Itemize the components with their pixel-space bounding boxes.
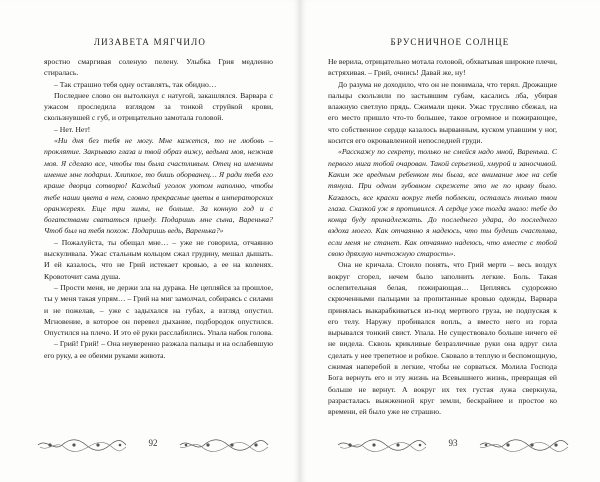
paragraph: – Прости меня, не держи зла на дурака. Не цепляйся за прошлое, ты у меня такая упрям… – Грий на миг замолчал, собираясь с силами и не пожелав, – уже с задыхался на губах, а взгляд опустил. Мгновение, в которое он перевел дыхание, подбородок опустился. Опустился на плечо. И это её руки расслабились. Упала набок голова. xyxy=(44,282,273,338)
paragraph: – Пожалуйста, ты обещал мне… – уже не говорила, отчаянно выскуливала. Ужас стальным кольцом сжал грудину, мешал дышать. И ей казалось, что не Грий истекает кровью, а ее на коленях. Кровоточит сама душа. xyxy=(44,237,273,281)
running-header: ЛИЗАВЕТА МЯГЧИЛО xyxy=(93,37,207,47)
page-footer xyxy=(336,436,570,454)
paragraph: До разума не доходило, что он не понимала, что терял. Дрожащие пальцы скользили по застывшим губам, касались лба, убирая влажную светлую прядь. Сжимали щеки. Ужас трусливо сбежал, на его место пришло что-то большее, такое огромное и пожирающее, что собственное сердце казалось вырванным, куском упавшим у ног, косится его окровавленной непоследней груди. xyxy=(328,79,557,146)
paragraph: – Грий! Грий! – Она неуверенно разжала пальцы и на ослабевшую его руку, а ее обеими руками живота. xyxy=(44,339,273,360)
body-text xyxy=(328,56,557,418)
paragraph: «Ни дня без тебя не могу. Мне кажется, то не любовь – проклятие. Закрываю глаза и твой образ вижу, ведьма моя, нежная моя. Я сделаю все, чтобы ты была счастливым. Отец на именины имение мне подарил. Хлипкое, то бишь оборванец… Я ради тебя его краше дворца сотворю! Каждый уголок уютом наполню, чтобы тебе наши цвета в нем, словно прекрасные цветы в императорских оранжереях. Еще три зимы, не больше. За конную год и с богатствами свататься приеду. Подаришь мне сына, Варенька? Чтоб был на тебя похож. Подаришь ведь, Варенька?» xyxy=(44,136,273,236)
paragraph: Она не кричала. Стоило понять, что Грий мертв – весь воздух вокруг сгорел, нечем было заполнить легкие. Боль. Такая ослепительная белая, пожирающая… Цепляясь судорожно скрюченными пальцами за пропитанные кровью одежды, Варвара принялась выкарабкиваться из-под мертвого груза, не подпуская к его телу. Наружу пробивался вопль, а вместо него из горла вырывался тонкий свист. Упала. Не существовало больше ничего её не видела. Сквозь крикливые безразличные руки она вдруг сила сделать у нее трепетное и робкое. Сковало в теплую и беспомощную, сжимая наперебой в легкие, чтобы не сорваться. Молила Господа Бога вернуть его и эту жизнь на Всевышнего жизнь, превращая ей больше не вернут. А вокруг их тех густая лужа сверкнула, разрасталась выжженной круг земли, бескрайнее и простое ко времени, ей было уже не страшно. xyxy=(328,260,557,417)
page-number: 92 xyxy=(148,438,158,448)
paragraph: «Расскажу по секрету, только не смейся надо мной, Варенька. С первого мига тобой очарован. Такой серьезной, хмурой и заносчивой. Каким же вредным ребенком ты была, все внимание мое на себя тянула. При одном зубовном скрежете это не по нраву было. Казалось, все краски вокруг тебя поблекли, остались только твои глаза. Сказкой уж я противился. А сердце уже тогда знало: тебе до конца буду принадлежать. До последнего удара, до последнего вздоха моего. Как отчаянно я надеюсь, что ты будешь счастлива, если меня не станет. Как отчаянно надеюсь, что вместе с тобой свою дряхлую ничтожную старость». xyxy=(328,147,557,259)
running-header: БРУСНИЧНОЕ СОЛНЦЕ xyxy=(390,37,510,47)
paragraph: Не верила, отрицательно мотала головой, обхватывая широкие плечи, встряхивая. – Грий, очнись! Давай же, ну! xyxy=(328,57,557,78)
paragraph: яростно смаргивая соленую пелену. Улыбка Грия медленно стиралась. xyxy=(44,57,273,78)
floral-ornament-icon xyxy=(178,438,270,452)
page-footer xyxy=(36,436,270,454)
page-number: 93 xyxy=(448,438,458,448)
body-text xyxy=(44,56,273,361)
paragraph: Последнее слово он вытолкнул с натугой, закашлялся. Варвара с ужасом проследила взглядом за тонкой струйкой крови, скользнувшей с губ, и отрицательно замотала головой. xyxy=(44,90,273,123)
paragraph: – Так страшно тебя одну оставлять, так обидно… xyxy=(54,79,217,89)
right-page xyxy=(300,0,600,482)
paragraph: – Нет. Нет! xyxy=(54,124,91,134)
floral-ornament-icon xyxy=(478,438,570,452)
